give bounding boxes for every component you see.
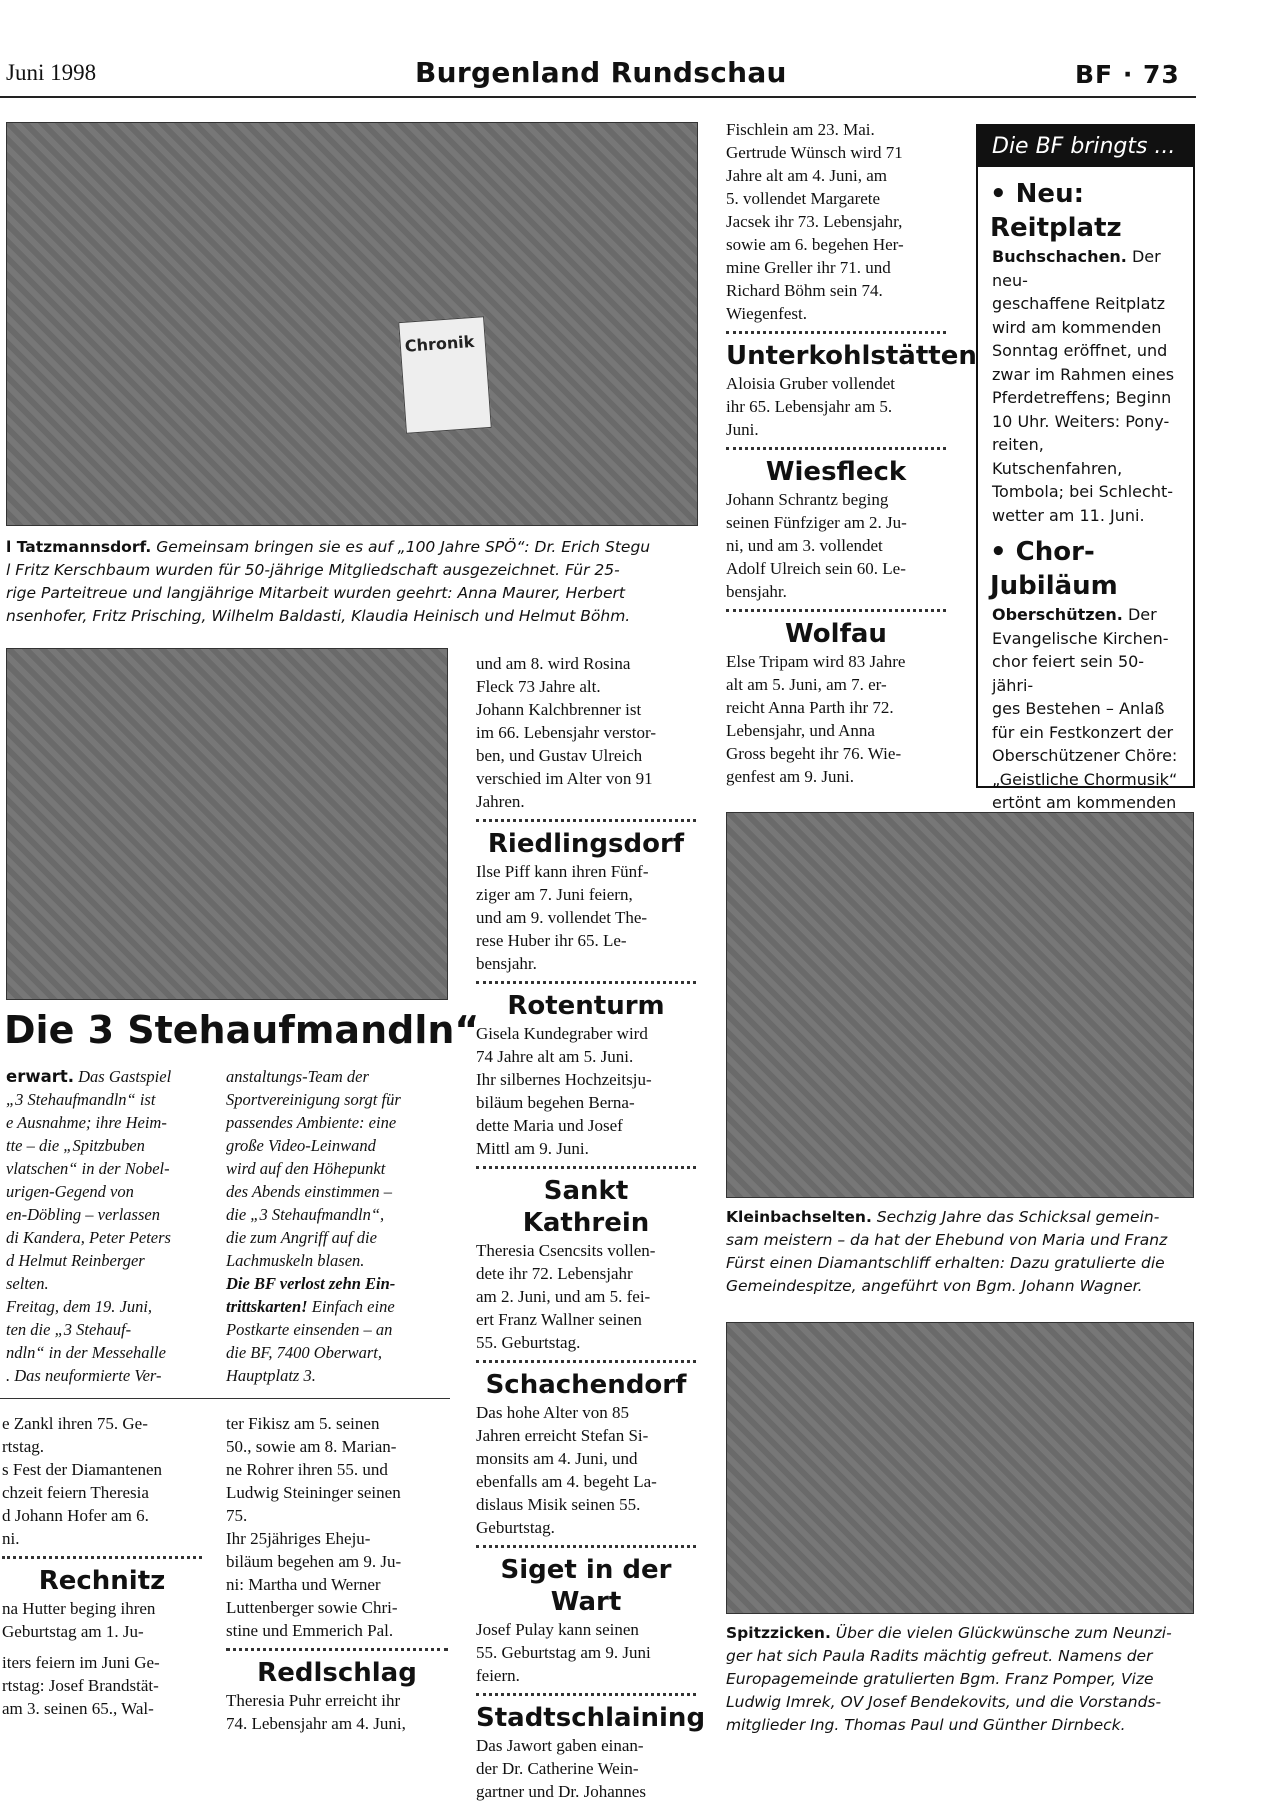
issue-date: Juni 1998 [6, 60, 97, 85]
section-heading-wolfau: Wolfau [785, 619, 887, 649]
photo3-caption: Kleinbachselten. Sechzig Jahre das Schicksal gemein- sam meistern – da hat der Ehebund von Maria und Franz Fürst einen Diamantschliff erhalten: Dazu gratulierte die Gemeindespitze, angeführt von Bgm. Johann Wagner. [726, 1206, 1196, 1298]
section-heading-redlschlag: Redlschlag [257, 1658, 417, 1688]
birthday-line: Jahren. [476, 792, 525, 811]
birthday-line: Fischlein am 23. Mai. [726, 120, 875, 139]
birthday-line: am 2. Juni, und am 5. fei- [476, 1287, 651, 1306]
stehaufmandln-left-line: Freitag, dem 19. Juni, [6, 1297, 153, 1316]
stehaufmandln-right-line: die zum Angriff auf die [226, 1228, 377, 1247]
photo1-caption-line: Gemeinsam bringen sie es auf „100 Jahre SPÖ“: Dr. Erich Stegu [156, 538, 651, 556]
stehaufmandln-right-line: Hauptplatz 3. [226, 1366, 316, 1385]
birthday-line: Ihr 25jähriges Eheju- [226, 1529, 371, 1548]
dotted-divider [726, 447, 946, 450]
birthday-line: Mittl am 9. Juni. [476, 1139, 589, 1158]
birthday-line: bensjahr. [726, 582, 787, 601]
birthday-line: Else Tripam wird 83 Jahre [726, 652, 906, 671]
birthday-line: ben, und Gustav Ulreich [476, 746, 643, 765]
birthday-line: dete ihr 72. Lebensjahr [476, 1264, 633, 1283]
birthday-line: d Johann Hofer am 6. [2, 1506, 149, 1525]
birthday-line: Richard Böhm sein 74. [726, 281, 883, 300]
birthday-line: seinen Fünfziger am 2. Ju- [726, 513, 907, 532]
birthday-line: ni. [2, 1529, 20, 1548]
birthday-line: ert Franz Wallner seinen [476, 1310, 642, 1329]
birthday-line: 55. Geburtstag. [476, 1333, 581, 1352]
tip-text-reitplatz: Buchschachen. Der neu- geschaffene Reitplatz wird am kommenden Sonntag eröffnet, und zwar im Rahmen eines Pferdetreffens; Beginn 10 Uhr. Weiters: Pony- reiten, Kutschenfahren, Tombola; bei Schlecht- wetter am 11. Juni. [992, 247, 1175, 525]
birthday-line: Geburtstag am 1. Ju- [2, 1622, 144, 1641]
birthday-line: biläum begehen am 9. Ju- [226, 1552, 402, 1571]
stehaufmandln-left-line: selten. [6, 1274, 49, 1293]
birthday-line: Theresia Puhr erreicht ihr [226, 1691, 401, 1710]
birthday-line: Das hohe Alter von 85 [476, 1403, 629, 1422]
birthday-line: ni: Martha und Werner [226, 1575, 381, 1594]
section-heading-rechnitz: Rechnitz [38, 1566, 166, 1596]
stehaufmandln-right-line: anstaltungs-Team der [226, 1067, 369, 1086]
photo1-caption [6, 536, 706, 628]
ticket-raffle-line: Die BF verlost zehn Ein- [226, 1274, 396, 1293]
section-divider [0, 1398, 450, 1399]
birthday-line: ter Fikisz am 5. seinen [226, 1414, 380, 1433]
birthday-line: Johann Schrantz beging [726, 490, 889, 509]
photo3-caption-line: Gemeindespitze, angeführt von Bgm. Johann Wagner. [726, 1277, 1143, 1295]
birthday-line: Aloisia Gruber vollendet [726, 374, 896, 393]
birthday-line: und am 8. wird Rosina [476, 654, 631, 673]
birthday-line: rtstag: Josef Brandstät- [2, 1676, 159, 1695]
stehaufmandln-left-line: urigen-Gegend von [6, 1182, 134, 1201]
group-photo-spoe [6, 122, 698, 526]
birthday-line: gartner und Dr. Johannes [476, 1782, 646, 1801]
birthday-line: Jacsek ihr 73. Lebensjahr, [726, 212, 903, 231]
birthday-line: Theresia Csencsits vollen- [476, 1241, 656, 1260]
birthday-line: dette Maria und Josef [476, 1116, 623, 1135]
birthday-line: Juni. [726, 420, 759, 439]
page-number: BF · 73 [1075, 60, 1180, 89]
birthday-line: Fleck 73 Jahre alt. [476, 677, 601, 696]
birthday-line: e Zankl ihren 75. Ge- [2, 1414, 148, 1433]
tip-heading-reitplatz: • Neu: Reitplatz [990, 179, 1122, 243]
birthday-line: Jahren erreicht Stefan Si- [476, 1426, 649, 1445]
birthday-line: rtstag. [2, 1437, 45, 1456]
birthday-line: Adolf Ulreich sein 60. Le- [726, 559, 906, 578]
birthday-line: ziger am 7. Juni feiern, [476, 885, 633, 904]
birthday-line: rese Huber ihr 65. Le- [476, 931, 627, 950]
photo3-caption-line: sam meistern – da hat der Ehebund von Maria und Franz [726, 1231, 1168, 1249]
birthday-line: Geburtstag. [476, 1518, 555, 1537]
birthday-line: Ludwig Steininger seinen [226, 1483, 401, 1502]
photo1-caption-line: rige Parteitreue und langjährige Mitarbeit wurden geehrt: Anna Maurer, Herbert [6, 584, 626, 602]
photo1-caption-line: l Fritz Kerschbaum wurden für 50-jährige Mitgliedschaft ausgezeichnet. Für 25- [6, 561, 620, 579]
dotted-divider [476, 1166, 696, 1169]
dotted-divider [476, 1360, 696, 1363]
stehaufmandln-left-line: „3 Stehaufmandln“ ist [6, 1090, 156, 1109]
dotted-divider [476, 1545, 696, 1548]
stehaufmandln-right-line: passendes Ambiente: eine [226, 1113, 397, 1132]
stehaufmandln-right-line: Sportvereinigung sorgt für [226, 1090, 401, 1109]
birthday-line: feiern. [476, 1666, 520, 1685]
birthday-line: chzeit feiern Theresia [2, 1483, 149, 1502]
band-photo-stehaufmandln [6, 648, 448, 1000]
birthday-line: ne Rohrer ihren 55. und [226, 1460, 388, 1479]
tip-heading-chor-jubilaeum: • Chor-Jubiläum [990, 537, 1118, 601]
photo4-caption-line: mitglieder Ing. Thomas Paul und Günther Dirnbeck. [726, 1716, 1126, 1734]
birthday-line: reicht Anna Parth ihr 72. [726, 698, 894, 717]
stehaufmandln-right-line: Lachmuskeln blasen. [226, 1251, 365, 1270]
birthday-line: ebenfalls am 4. begeht La- [476, 1472, 657, 1491]
section-heading-stadtschlaining: Stadtschlaining [476, 1703, 706, 1733]
stehaufmandln-left-line: ndln“ in der Messehalle [6, 1343, 166, 1362]
section-heading-siget-in-der-wart: Siget in der Wart [500, 1555, 672, 1617]
birthday-line: der Dr. Catherine Wein- [476, 1759, 639, 1778]
header-rule [0, 96, 1196, 98]
photo-spitzzicken [726, 1322, 1194, 1614]
tip-place: Oberschützen. [992, 605, 1123, 624]
birthday-line: dislaus Misik seinen 55. [476, 1495, 641, 1514]
birthday-line: s Fest der Diamantenen [2, 1460, 163, 1479]
birthday-line: monsits am 4. Juni, und [476, 1449, 638, 1468]
birthday-line: 75. [226, 1506, 248, 1525]
ticket-raffle-line: trittskarten! Einfach eine [226, 1297, 395, 1316]
stehaufmandln-left-line: . Das neuformierte Ver- [6, 1366, 162, 1385]
chronik-title: Chronik [404, 331, 475, 356]
bf-tips-banner: Die BF bringts ... [978, 126, 1193, 167]
stehaufmandln-left-line: en-Döbling – verlassen [6, 1205, 160, 1224]
tip-place: Buchschachen. [992, 247, 1127, 266]
birthday-line: Lebensjahr, und Anna [726, 721, 875, 740]
dotted-divider [726, 331, 946, 334]
dotted-divider [226, 1648, 448, 1651]
birthday-line: mine Greller ihr 71. und [726, 258, 891, 277]
section-heading-riedlingsdorf: Riedlingsdorf [487, 829, 685, 859]
photo-kleinbachselten [726, 812, 1194, 1198]
stehaufmandln-left-line: di Kandera, Peter Peters [6, 1228, 171, 1247]
dotted-divider [476, 1693, 696, 1696]
birthdays-column-c [476, 652, 706, 1803]
dotted-divider [476, 981, 696, 984]
birthday-line: Wiegenfest. [726, 304, 807, 323]
stehaufmandln-right-line: des Abends einstimmen – [226, 1182, 393, 1201]
photo4-caption-place: Spitzzicken. [726, 1624, 831, 1642]
newspaper-title: Burgenland Rundschau [415, 56, 787, 89]
birthday-line: 74 Jahre alt am 5. Juni. [476, 1047, 634, 1066]
birthday-line: biläum begehen Berna- [476, 1093, 635, 1112]
stehaufmandln-headline: Die 3 Stehaufmandln“ [4, 1008, 480, 1052]
birthday-line: ihr 65. Lebensjahr am 5. [726, 397, 893, 416]
birthday-line: verschied im Alter von 91 [476, 769, 653, 788]
birthday-line: bensjahr. [476, 954, 537, 973]
birthday-line: am 3. seinen 65., Wal- [2, 1699, 154, 1718]
birthdays-column-b [226, 1412, 448, 1735]
section-heading-schachendorf: Schachendorf [485, 1370, 687, 1400]
birthday-line: alt am 5. Juni, am 7. er- [726, 675, 887, 694]
birthday-line: 55. Geburtstag am 9. Juni [476, 1643, 651, 1662]
stehaufmandln-right-column [226, 1065, 448, 1387]
stehaufmandln-left-column [6, 1065, 196, 1387]
chronik-book-cover [398, 316, 492, 434]
birthday-line: Das Jawort gaben einan- [476, 1736, 644, 1755]
dotted-divider [476, 819, 696, 822]
tip-text-chor-jubilaeum: Oberschützen. Der Evangelische Kirchen- chor feiert sein 50-jähri- ges Bestehen – Anlaß für ein Festkonzert der Oberschützener Chöre: „Geistliche Chormusik“ ertönt am kommenden [992, 605, 1178, 812]
birthday-line: Ilse Piff kann ihren Fünf- [476, 862, 649, 881]
stehaufmandln-left-line: vlatschen“ in der Nobel- [6, 1159, 170, 1178]
birthday-line: Jahre alt am 4. Juni, am [726, 166, 887, 185]
photo1-caption-place: l Tatzmannsdorf. [6, 538, 152, 556]
photo4-caption-line: Europagemeinde gratulierten Bgm. Franz Pomper, Vize [726, 1670, 1154, 1688]
bf-tips-box [976, 124, 1195, 812]
section-heading-sankt-kathrein: Sankt Kathrein [522, 1176, 650, 1238]
birthday-line: genfest am 9. Juni. [726, 767, 854, 786]
section-heading-rotenturm: Rotenturm [507, 991, 665, 1021]
birthday-line: Gertrude Wünsch wird 71 [726, 143, 903, 162]
photo4-caption-line: Ludwig Imrek, OV Josef Bendekovits, und die Vorstands- [726, 1693, 1162, 1711]
stehaufmandln-left-line: tte – die „Spitzbuben [6, 1136, 145, 1155]
birthday-line: sowie am 6. begehen Her- [726, 235, 904, 254]
birthday-line: iters feiern im Juni Ge- [2, 1653, 160, 1672]
photo4-caption: Spitzzicken. Über die vielen Glückwünsche zum Neunzi- ger hat sich Paula Radits mächtig gefreut. Namens der Europagemeinde gratulierten Bgm. Franz Pomper, Vize Ludwig Imrek, OV Josef Bendekovits, und die Vorstands- mitglieder Ing. Thomas Paul und Günther Dirnbeck. [726, 1622, 1196, 1737]
stehaufmandln-left-line: erwart. Das Gastspiel [6, 1067, 172, 1086]
stehaufmandln-right-line: große Video-Leinwand [226, 1136, 376, 1155]
birthday-line: Luttenberger sowie Chri- [226, 1598, 398, 1617]
birthdays-column-d [726, 118, 977, 788]
section-heading-wiesfleck: Wiesfleck [765, 457, 907, 487]
stehaufmandln-left-line: d Helmut Reinberger [6, 1251, 145, 1270]
stehaufmandln-right-line: Postkarte einsenden – an [226, 1320, 393, 1339]
birthday-line: 5. vollendet Margarete [726, 189, 881, 208]
birthday-line: stine und Emmerich Pal. [226, 1621, 394, 1640]
photo3-caption-place: Kleinbachselten. [726, 1208, 872, 1226]
birthdays-column-a [2, 1412, 202, 1720]
birthday-line: 74. Lebensjahr am 4. Juni, [226, 1714, 406, 1733]
birthday-line: Johann Kalchbrenner ist [476, 700, 642, 719]
birthday-line: Josef Pulay kann seinen [476, 1620, 639, 1639]
photo1-caption-line: nsenhofer, Fritz Prisching, Wilhelm Baldasti, Klaudia Heinisch und Helmut Böhm. [6, 607, 631, 625]
birthday-line: 50., sowie am 8. Marian- [226, 1437, 397, 1456]
birthday-line: Gisela Kundegraber wird [476, 1024, 648, 1043]
birthday-line: und am 9. vollendet The- [476, 908, 648, 927]
birthday-line: im 66. Lebensjahr verstor- [476, 723, 656, 742]
stehaufmandln-right-line: die BF, 7400 Oberwart, [226, 1343, 382, 1362]
birthday-line: Gross begeht ihr 76. Wie- [726, 744, 902, 763]
stehaufmandln-left-line: e Ausnahme; ihre Heim- [6, 1113, 167, 1132]
photo3-caption-line: Fürst einen Diamantschliff erhalten: Dazu gratulierte die [726, 1254, 1165, 1272]
photo4-caption-line: ger hat sich Paula Radits mächtig gefreut. Namens der [726, 1647, 1153, 1665]
stehaufmandln-right-line: die „3 Stehaufmandln“, [226, 1205, 385, 1224]
stehaufmandln-right-line: wird auf den Höhepunkt [226, 1159, 386, 1178]
dotted-divider [2, 1556, 202, 1559]
dotted-divider [726, 609, 946, 612]
birthday-line: ni, und am 3. vollendet [726, 536, 883, 555]
section-heading-unterkohlstaetten: Unterkohlstätten [726, 341, 977, 371]
birthday-line: na Hutter beging ihren [2, 1599, 156, 1618]
birthday-line: Ihr silbernes Hochzeitsju- [476, 1070, 652, 1089]
stehaufmandln-left-line: ten die „3 Stehauf- [6, 1320, 132, 1339]
